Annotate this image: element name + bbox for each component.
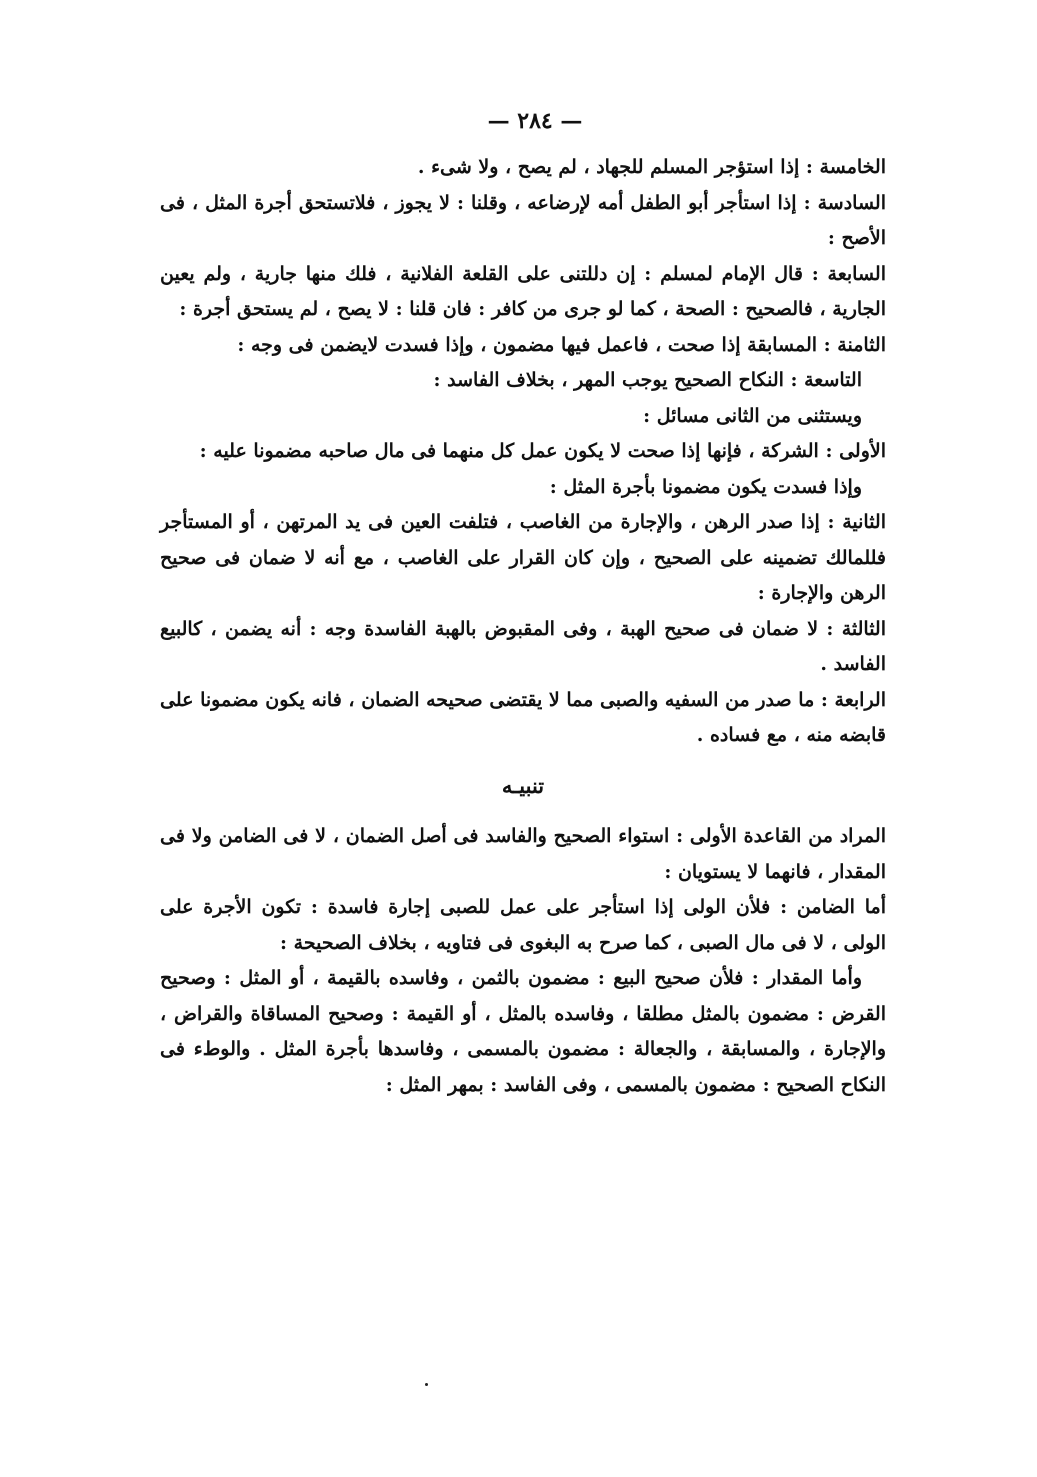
stray-dot-mark: [425, 1383, 428, 1386]
paragraph: ويستثنى من الثانى مسائل :: [643, 404, 862, 427]
paragraph: التاسعة : النكاح الصحيح يوجب المهر ، بخلاف الفاسد :: [433, 369, 862, 391]
paragraph: السابعة : قال الإمام لمسلم : إن دللتنى على القلعة الفلانية ، فلك منها جارية ، ولم يعين الجارية ، فالصحيح : الصحة ، كما لو جرى من كافر : فان قلنا : لا يصح ، لم يستحق أجرة :: [160, 262, 886, 320]
paragraph: الرابعة : ما صدر من السفيه والصبى مما لا يقتضى صحيحه الضمان ، فانه يكون مضمونا على قابضه منه ، مع فساده .: [160, 688, 886, 746]
paragraph: الثالثة : لا ضمان فى صحيح الهبة ، وفى المقبوض بالهبة الفاسدة وجه : أنه يضمن ، كالبيع الفاسد .: [160, 617, 886, 675]
paragraph: وإذا فسدت يكون مضمونا بأجرة المثل :: [549, 475, 862, 498]
paragraph: أما الضامن : فلأن الولى إذا استأجر على عمل للصبى إجارة فاسدة : تكون الأجرة على الولى ، لا فى مال الصبى ، كما صرح به البغوى فى فتاويه ، بخلاف الصحيحة :: [160, 896, 886, 954]
paragraph: وأما المقدار : فلأن صحيح البيع : مضمون بالثمن ، وفاسده بالقيمة ، أو المثل : وصحيح القرض : مضمون بالمثل مطلقا ، وفاسده بالمثل ، أو القيمة : وصحيح المساقاة والقراض ، والإجارة ، والمسابقة ، والجعالة : مضمون بالمسمى ، وفاسدها بأجرة المثل . والوطء فى النكاح الصحيح : مضمون بالمسمى ، وفى الفاسد : بمهر المثل :: [160, 967, 886, 1096]
page-number: — ٢٨٤ —: [487, 108, 583, 134]
section-heading: تنبيـه: [501, 772, 545, 798]
paragraph: الثامنة : المسابقة إذا صحت ، فاعمل فيها مضمون ، وإذا فسدت لايضمن فى وجه :: [237, 333, 886, 356]
paragraph: السادسة : إذا استأجر أبو الطفل أمه لإرضاعه ، وقلنا : لا يجوز ، فلاتستحق أجرة المثل ، فى الأصح :: [160, 191, 886, 249]
paragraph: الثانية : إذا صدر الرهن ، والإجارة من الغاصب ، فتلفت العين فى يد المرتهن ، أو المستأجر فللمالك تضمينه على الصحيح ، وإن كان القرار على الغاصب ، مع أنه لا ضمان فى صحيح الرهن والإجارة :: [160, 511, 886, 604]
body-text: [160, 150, 886, 1103]
paragraph: الخامسة : إذا استؤجر المسلم للجهاد ، لم يصح ، ولا شىء .: [417, 156, 886, 178]
paragraph: الأولى : الشركة ، فإنها إذا صحت لا يكون عمل كل منهما فى مال صاحبه مضمونا عليه :: [199, 440, 886, 462]
paragraph: المراد من القاعدة الأولى : استواء الصحيح والفاسد فى أصل الضمان ، لا فى الضامن ولا فى المقدار ، فانهما لا يستويان :: [160, 825, 886, 883]
